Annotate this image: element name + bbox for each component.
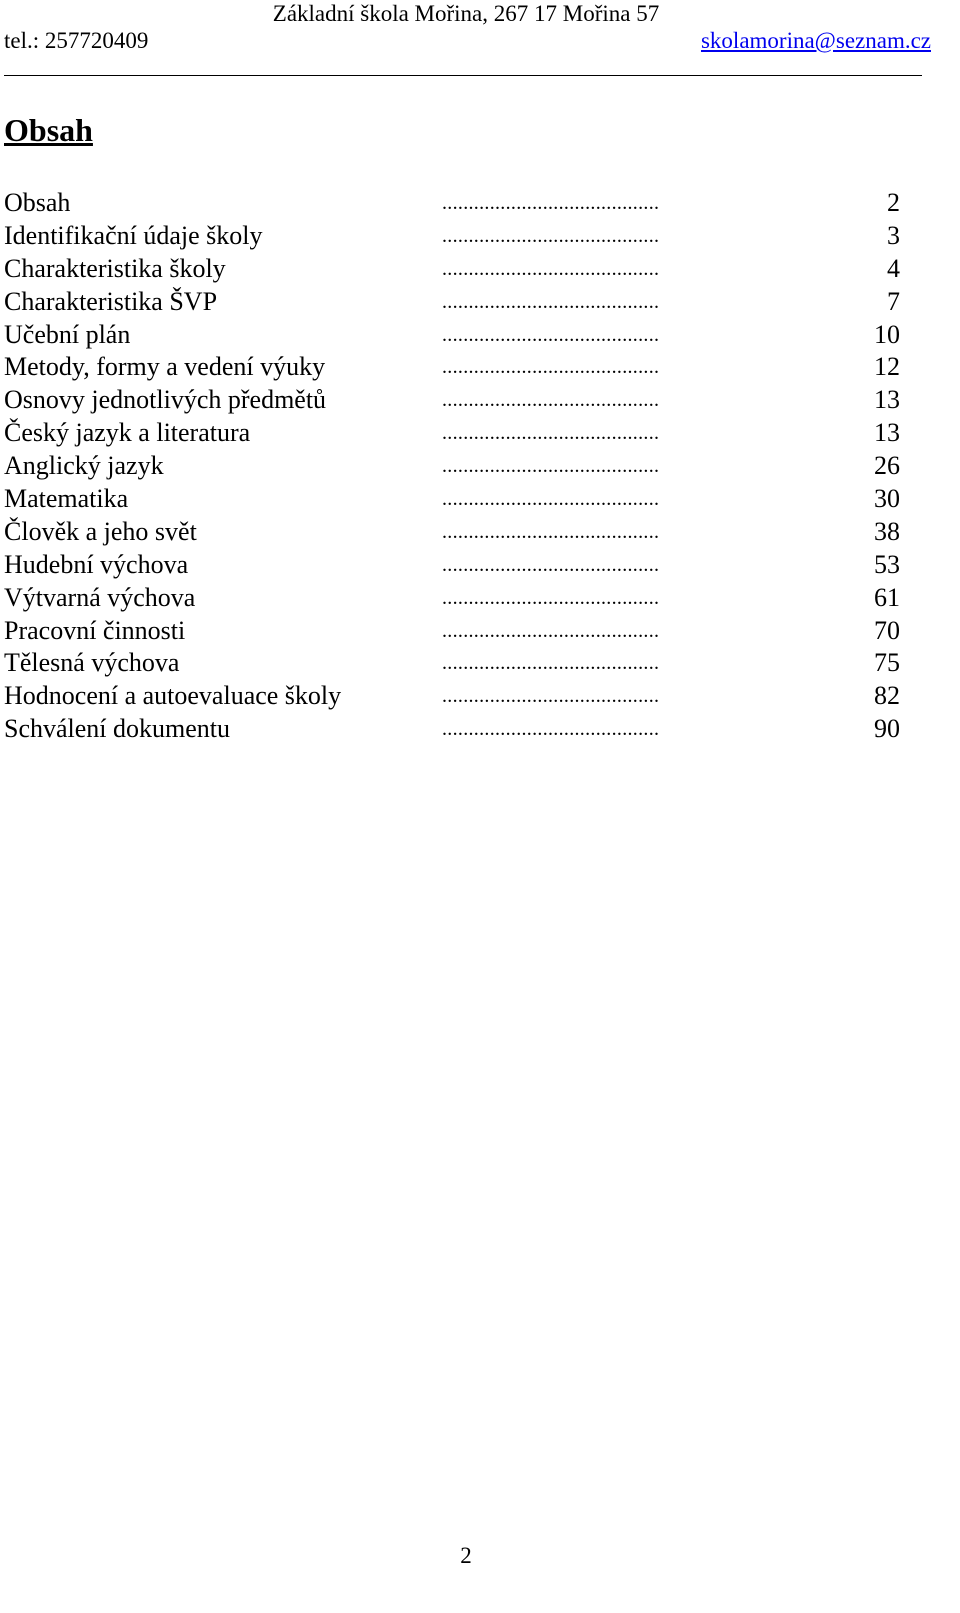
toc-entry-label: Učební plán (4, 319, 131, 349)
toc-entry[interactable] (4, 647, 904, 680)
toc-entry-leader: ......................................... (442, 192, 660, 214)
toc-entry[interactable] (4, 483, 904, 516)
toc-entry-page: 2 (887, 188, 900, 217)
toc-entry[interactable] (4, 319, 904, 352)
toc-entry-leader: ......................................... (442, 290, 660, 313)
toc-entry[interactable] (4, 713, 904, 746)
toc-entry-page: 61 (874, 582, 900, 612)
toc-entry-label: Identifikační údaje školy (4, 220, 263, 250)
toc-entry-page: 53 (874, 549, 900, 579)
toc-entry-leader: ......................................... (442, 718, 660, 741)
toc-entry-leader: ......................................... (442, 685, 660, 708)
header-phone: tel.: 257720409 (4, 28, 149, 53)
toc-entry-leader: ......................................... (442, 356, 660, 379)
toc-entry[interactable] (4, 549, 904, 582)
toc-entry[interactable] (4, 253, 904, 286)
toc-entry-page: 7 (887, 286, 900, 316)
toc-entry-leader: ......................................... (442, 422, 660, 445)
toc-entry[interactable] (4, 516, 904, 549)
toc-entry-label: Obsah (4, 188, 71, 217)
toc-entry[interactable] (4, 680, 904, 713)
header-school-address (0, 0, 960, 28)
toc-entry-leader: ......................................... (442, 619, 660, 642)
toc-entry-label: Výtvarná výchova (4, 582, 196, 612)
toc-entry-label: Pracovní činnosti (4, 615, 186, 645)
toc-entry-page: 10 (874, 319, 900, 349)
toc-entry-leader: ......................................... (442, 257, 660, 280)
toc-entry-label: Tělesná výchova (4, 648, 180, 678)
toc-entry-label: Český jazyk a literatura (4, 418, 251, 448)
header-school-text: Základní škola Mořina, 267 17 Mořina 57 (272, 1, 660, 26)
table-of-contents (4, 187, 904, 746)
toc-entry-page: 13 (874, 385, 900, 415)
toc-entry-leader: ......................................... (442, 652, 660, 675)
toc-entry-label: Metody, formy a vedení výuky (4, 352, 326, 382)
toc-entry[interactable] (4, 286, 904, 319)
toc-entry-page: 3 (887, 220, 900, 250)
toc-entry-label: Charakteristika ŠVP (4, 286, 218, 316)
toc-entry-page: 13 (874, 418, 900, 448)
toc-entry-label: Charakteristika školy (4, 253, 226, 283)
toc-entry-leader: ......................................... (442, 323, 660, 346)
toc-entry[interactable] (4, 582, 904, 615)
toc-entry-label: Hudební výchova (4, 549, 189, 579)
toc-entry[interactable] (4, 384, 904, 417)
toc-entry[interactable] (4, 615, 904, 648)
toc-entry-label: Člověk a jeho svět (4, 516, 197, 546)
toc-entry-page: 30 (874, 484, 900, 514)
toc-entry[interactable] (4, 187, 904, 220)
toc-entry-label: Schválení dokumentu (4, 714, 231, 744)
header-email-link[interactable]: skolamorina@seznam.cz (700, 28, 931, 53)
toc-entry-leader: ......................................... (442, 455, 660, 478)
toc-entry-leader: ......................................... (442, 553, 660, 576)
toc-entry-page: 38 (874, 516, 900, 546)
toc-entry-page: 90 (874, 714, 900, 744)
toc-entry-page: 82 (874, 681, 900, 711)
toc-entry-page: 75 (874, 648, 900, 678)
toc-entry[interactable] (4, 417, 904, 450)
toc-entry-page: 4 (887, 253, 900, 283)
toc-entry-label: Anglický jazyk (4, 451, 164, 481)
header-divider (4, 75, 922, 76)
toc-entry-page: 12 (874, 352, 900, 382)
toc-entry-leader: ......................................... (442, 389, 660, 412)
toc-entry[interactable] (4, 450, 904, 483)
toc-entry-label: Matematika (4, 484, 129, 514)
toc-entry-page: 70 (874, 615, 900, 645)
toc-entry[interactable] (4, 351, 904, 384)
toc-entry-label: Osnovy jednotlivých předmětů (4, 385, 327, 415)
toc-entry-label: Hodnocení a autoevaluace školy (4, 681, 342, 711)
page-number: 2 (460, 1543, 472, 1568)
toc-entry-leader: ......................................... (442, 488, 660, 511)
toc-entry-page: 26 (874, 451, 900, 481)
toc-entry[interactable] (4, 220, 904, 253)
toc-entry-leader: ......................................... (442, 586, 660, 609)
page-title: Obsah (4, 112, 93, 148)
toc-entry-leader: ......................................... (442, 520, 660, 543)
toc-entry-leader: ......................................... (442, 224, 660, 247)
